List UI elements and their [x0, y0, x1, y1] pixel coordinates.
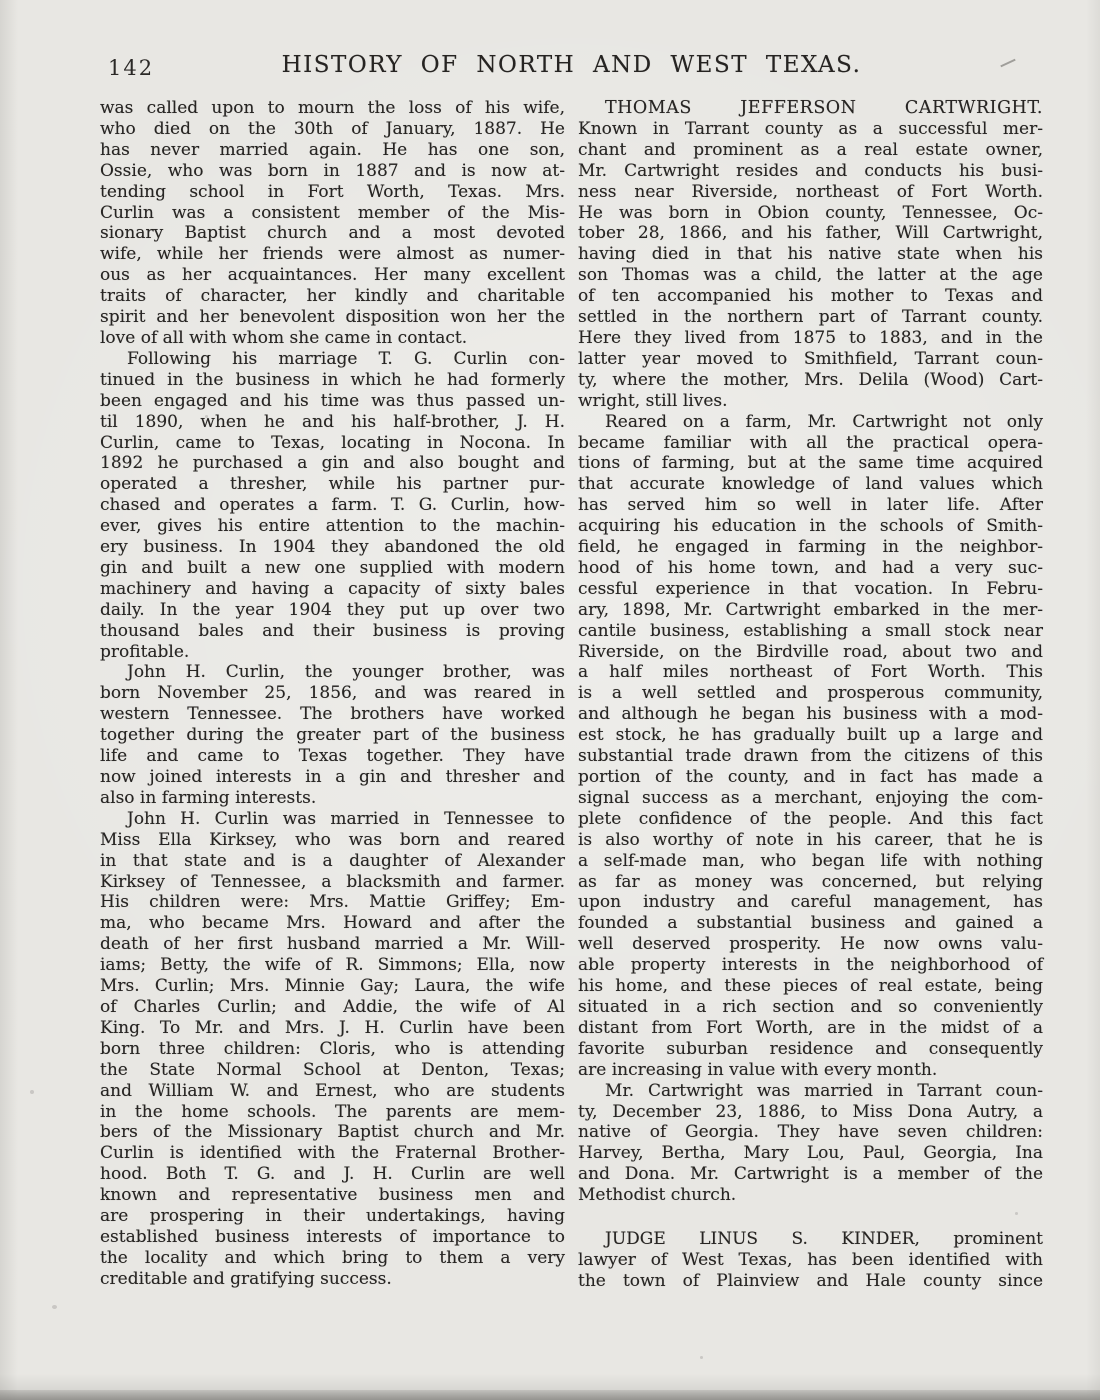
text-block [100, 98, 1043, 1292]
scan-speck [205, 415, 208, 418]
text-line: Riverside, on the Birdville road, about two and [578, 641, 1043, 662]
text-line: in the home schools. The parents are mem- [100, 1101, 565, 1122]
text-line: ty, where the mother, Mrs. Delila (Wood) Cart- [578, 369, 1043, 390]
text-line: ous as her acquaintances. Her many excellent [100, 265, 565, 286]
column-left [100, 98, 565, 1292]
scan-speck [818, 1158, 821, 1161]
text-line: tober 28, 1866, and his father, Will Cartwright, [578, 223, 1043, 244]
text-line: ery business. In 1904 they abandoned the old [100, 537, 565, 558]
text-line: ty, December 23, 1886, to Miss Dona Autry, a [578, 1101, 1043, 1122]
text-line: been engaged and his time was thus passed un- [100, 390, 565, 411]
text-line: chant and prominent as a real estate owner, [578, 139, 1043, 160]
text-line: has never married again. He has one son, [100, 139, 565, 160]
text-line: of ten accompanied his mother to Texas and [578, 286, 1043, 307]
text-line: substantial trade drawn from the citizens of this [578, 746, 1043, 767]
text-line: are prospering in their undertakings, having [100, 1206, 565, 1227]
text-line: in that state and is a daughter of Alexander [100, 850, 565, 871]
text-line: portion of the county, and in fact has made a [578, 767, 1043, 787]
text-line: Following his marriage T. G. Curlin con- [127, 348, 565, 369]
text-line: the State Normal School at Denton, Texas; [100, 1059, 565, 1080]
text-line: Kirksey of Tennessee, a blacksmith and farmer. [100, 871, 565, 892]
text-line: plete confidence of the people. And this fact [578, 808, 1043, 829]
text-line: John H. Curlin, the younger brother, was [127, 662, 565, 683]
text-line: 1892 he purchased a gin and also bought and [100, 453, 565, 474]
text-line: known and representative business men and [100, 1185, 565, 1206]
paragraph [578, 412, 1043, 1081]
text-line: Curlin is identified with the Fraternal Brother- [100, 1143, 565, 1164]
text-line: ness near Riverside, northeast of Fort Worth. [578, 181, 1043, 202]
text-line: who died on the 30th of January, 1887. He [100, 118, 565, 139]
text-line: His children were: Mrs. Mattie Griffey; Em- [100, 892, 565, 913]
text-line: the town of Plainview and Hale county since [578, 1270, 1043, 1291]
text-line: well deserved prosperity. He now owns valu- [578, 934, 1043, 955]
text-line: love of all with whom she came in contact. [100, 327, 468, 348]
text-line: Curlin, came to Texas, locating in Nocona. In [100, 432, 565, 453]
text-line: King. To Mr. and Mrs. J. H. Curlin have been [100, 1017, 565, 1038]
text-line: til 1890, when he and his half-brother, J. H. [100, 411, 565, 432]
running-title: HISTORY OF NORTH AND WEST TEXAS. [281, 52, 862, 78]
text-line: signal success as a merchant, enjoying the com- [578, 787, 1043, 808]
text-line: was called upon to mourn the loss of his wife, [100, 98, 565, 118]
text-line: as far as money was concerned, but relying [578, 871, 1043, 892]
text-line: daily. In the year 1904 they put up over two [100, 599, 565, 620]
text-line: Methodist church. [578, 1185, 737, 1206]
text-line: situated in a rich section and so conveniently [578, 996, 1043, 1017]
text-line: became familiar with all the practical opera- [578, 432, 1043, 453]
text-line: the locality and which bring to them a very [100, 1247, 565, 1268]
text-line: sionary Baptist church and a most devoted [100, 223, 565, 244]
text-line: Mr. Cartwright resides and conducts his busi- [578, 160, 1043, 181]
text-line: also in farming interests. [100, 787, 317, 808]
text-line: lawyer of West Texas, has been identified with [578, 1249, 1043, 1270]
text-line: profitable. [100, 641, 190, 662]
text-line: founded a substantial business and gained a [578, 913, 1043, 934]
column-right [578, 98, 1043, 1292]
text-line: machinery and having a capacity of sixty bales [100, 578, 565, 599]
text-line: favorite suburban residence and consequently [578, 1038, 1043, 1059]
text-line: field, he engaged in farming in the neighbor- [578, 537, 1043, 558]
scan-speck [52, 1305, 57, 1309]
text-line: traits of character, her kindly and charitable [100, 286, 565, 307]
text-line: established business interests of importance to [100, 1226, 565, 1247]
text-line: tions of farming, but at the same time acquired [578, 453, 1043, 474]
text-line: bers of the Missionary Baptist church and Mr. [100, 1122, 565, 1143]
paragraph [100, 809, 565, 1290]
text-line: Harvey, Bertha, Mary Lou, Paul, Georgia, Ina [578, 1143, 1043, 1164]
text-line: life and came to Texas together. They have [100, 746, 565, 767]
text-line: ever, gives his entire attention to the machin- [100, 516, 565, 537]
paragraph [100, 349, 565, 663]
text-line: Ossie, who was born in 1887 and is now at- [100, 160, 565, 181]
text-line: Miss Ella Kirksey, who was born and reared [100, 829, 565, 850]
text-line: wright, still lives. [578, 390, 728, 411]
text-line: He was born in Obion county, Tennessee, Oc- [578, 202, 1043, 223]
text-line: est stock, he has gradually built up a large and [578, 725, 1043, 746]
text-line: his home, and these pieces of real estate, being [578, 976, 1043, 997]
text-line: of Charles Curlin; and Addie, the wife of Al [100, 996, 565, 1017]
scan-speck [700, 1356, 703, 1359]
paragraph [578, 1081, 1043, 1206]
text-line: ma, who became Mrs. Howard and after the [100, 913, 565, 934]
scan-speck [30, 1090, 34, 1094]
text-line: spirit and her benevolent disposition won her the [100, 307, 565, 328]
page-header [100, 52, 1043, 84]
text-line: and Dona. Mr. Cartwright is a member of the [578, 1164, 1043, 1185]
section-heading-line: THOMAS JEFFERSON CARTWRIGHT. [605, 98, 1043, 118]
text-line: upon industry and careful management, has [578, 892, 1043, 913]
text-line: JUDGE LINUS S. KINDER, prominent [605, 1229, 1043, 1250]
text-line: latter year moved to Smithfield, Tarrant coun- [578, 348, 1043, 369]
text-line: has served him so well in later life. After [578, 495, 1043, 516]
scan-edge-shadow [0, 1390, 1100, 1400]
text-line: together during the greater part of the business [100, 725, 565, 746]
text-line: gin and built a new one supplied with modern [100, 557, 565, 578]
text-line: settled in the northern part of Tarrant county. [578, 307, 1043, 328]
text-line: distant from Fort Worth, are in the midst of a [578, 1017, 1043, 1038]
text-line: Mr. Cartwright was married in Tarrant coun- [605, 1080, 1043, 1101]
text-line: hood. Both T. G. and J. H. Curlin are well [100, 1164, 565, 1185]
text-line: are increasing in value with every month. [578, 1059, 938, 1080]
text-line: native of Georgia. They have seven children: [578, 1122, 1043, 1143]
paragraph [100, 98, 565, 349]
text-line: Curlin was a consistent member of the Mis- [100, 202, 565, 223]
text-line: Known in Tarrant county as a successful mer- [578, 118, 1043, 139]
text-line: having died in that his native state when his [578, 244, 1043, 265]
text-line: born November 25, 1856, and was reared in [100, 683, 565, 704]
text-line: son Thomas was a child, the latter at the age [578, 265, 1043, 286]
text-line: wife, while her friends were almost as numer- [100, 244, 565, 265]
text-line: and although he began his business with a mod- [578, 704, 1043, 725]
text-line: that accurate knowledge of land values which [578, 474, 1043, 495]
text-line: western Tennessee. The brothers have worked [100, 704, 565, 725]
text-line: creditable and gratifying success. [100, 1268, 392, 1289]
text-line: a self-made man, who began life with nothing [578, 850, 1043, 871]
text-line: cessful experience in that vocation. In Febru- [578, 578, 1043, 599]
text-line: iams; Betty, the wife of R. Simmons; Ella, now [100, 955, 565, 976]
text-line: Mrs. Curlin; Mrs. Minnie Gay; Laura, the wife [100, 976, 565, 997]
text-line: death of her first husband married a Mr. Will- [100, 934, 565, 955]
text-line: operated a thresher, while his partner pur- [100, 474, 565, 495]
text-line: ary, 1898, Mr. Cartwright embarked in the mer- [578, 599, 1043, 620]
text-line: John H. Curlin was married in Tennessee to [127, 808, 565, 829]
text-line: Reared on a farm, Mr. Cartwright not only [605, 411, 1043, 432]
text-line: now joined interests in a gin and thresher and [100, 767, 565, 787]
text-line: acquiring his education in the schools of Smith- [578, 516, 1043, 537]
text-line: is also worthy of note in his career, that he is [578, 829, 1043, 850]
text-line: thousand bales and their business is proving [100, 620, 565, 641]
text-line: able property interests in the neighborhood of [578, 955, 1043, 976]
text-line: cantile business, establishing a small stock near [578, 620, 1043, 641]
paragraph [578, 98, 1043, 412]
text-line: and William W. and Ernest, who are students [100, 1080, 565, 1101]
text-line: tinued in the business in which he had formerly [100, 369, 565, 390]
text-line: tending school in Fort Worth, Texas. Mrs. [100, 181, 565, 202]
paragraph [100, 662, 565, 808]
text-line: is a well settled and prosperous community, [578, 683, 1043, 704]
page-number: 142 [108, 56, 155, 80]
text-line: Here they lived from 1875 to 1883, and in the [578, 327, 1043, 348]
text-line: born three children: Cloris, who is attending [100, 1038, 565, 1059]
scan-speck [1015, 1212, 1018, 1215]
text-line: hood of his home town, and had a very suc- [578, 557, 1043, 578]
paragraph [578, 1229, 1043, 1292]
text-line: a half miles northeast of Fort Worth. This [578, 662, 1043, 683]
text-line: chased and operates a farm. T. G. Curlin, how- [100, 495, 565, 516]
